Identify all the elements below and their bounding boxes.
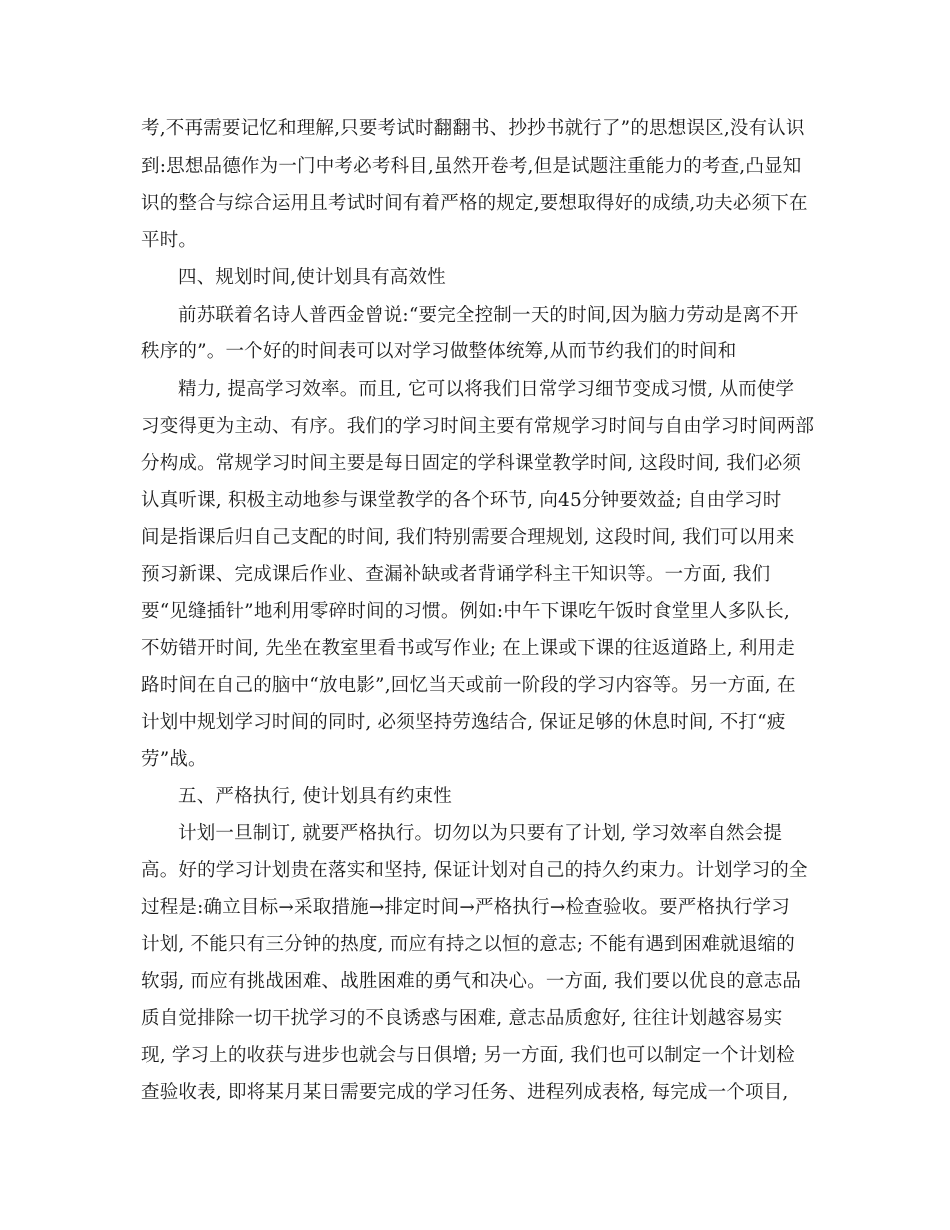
text-line: 分构成。常规学习时间主要是每日固定的学科课堂教学时间, 这段时间, 我们必须 xyxy=(141,453,802,474)
text-line: 劳”战。 xyxy=(141,749,207,770)
text-line: 高。好的学习计划贵在落实和坚持, 保证计划对自己的持久约束力。计划学习的全 xyxy=(141,860,808,881)
text-line: 考,不再需要记忆和理解,只要考试时翻翻书、抄抄书就行了”的思想误区,没有认识 xyxy=(141,118,805,139)
text-line: 间是指课后归自己支配的时间, 我们特别需要合理规划, 这段时间, 我们可以用来 xyxy=(141,527,795,548)
text-line: 软弱, 而应有挑战困难、战胜困难的勇气和决心。一方面, 我们要以优良的意志品 xyxy=(141,971,802,992)
text-line: 要“见缝插针”地利用零碎时间的习惯。例如:中午下课吃午饭时食堂里人多队长, xyxy=(141,601,790,622)
text-line: 不妨错开时间, 先坐在教室里看书或写作业; 在上课或下课的往返道路上, 利用走 xyxy=(141,638,795,659)
text-line: 秩序的”。一个好的时间表可以对学习做整体统筹,从而节约我们的时间和 xyxy=(141,341,737,362)
text-line: 路时间在自己的脑中“放电影”,回忆当天或前一阶段的学习内容等。另一方面, 在 xyxy=(141,675,796,696)
text-line: 预习新课、完成课后作业、查漏补缺或者背诵学科主干知识等。一方面, 我们 xyxy=(141,564,771,585)
text-line: 到:思想品德作为一门中考必考科目,虽然开卷考,但是试题注重能力的考查,凸显知 xyxy=(141,156,802,177)
text-line: 计划中规划学习时间的同时, 必须坚持劳逸结合, 保证足够的休息时间, 不打“疲 xyxy=(141,712,786,733)
section-heading: 五、严格执行, 使计划具有约束性 xyxy=(178,786,452,807)
section-heading: 四、规划时间,使计划具有高效性 xyxy=(178,267,446,288)
text-line: 计划一旦制订, 就要严格执行。切勿以为只要有了计划, 学习效率自然会提 xyxy=(178,823,783,844)
text-line: 精力, 提高学习效率。而且, 它可以将我们日常学习细节变成习惯, 从而使学 xyxy=(178,379,795,400)
text-line: 习变得更为主动、有序。我们的学习时间主要有常规学习时间与自由学习时间两部 xyxy=(141,416,815,437)
text-line: 计划, 不能只有三分钟的热度, 而应有持之以恒的意志; 不能有遇到困难就退缩的 xyxy=(141,934,795,955)
text-line: 识的整合与综合运用且考试时间有着严格的规定,要想取得好的成绩,功夫必须下在 xyxy=(141,193,808,214)
text-line: 认真听课, 积极主动地参与课堂教学的各个环节, 向45分钟要效益; 自由学习时 xyxy=(141,490,782,511)
text-line: 查验收表, 即将某月某日需要完成的学习任务、进程列成表格, 每完成一个项目, xyxy=(141,1082,789,1103)
text-line: 现, 学习上的收获与进步也就会与日俱增; 另一方面, 我们也可以制定一个计划检 xyxy=(141,1045,795,1066)
text-line: 过程是:确立目标→采取措施→排定时间→严格执行→检查验收。要严格执行学习 xyxy=(141,897,790,918)
text-line: 前苏联着名诗人普西金曾说:“要完全控制一天的时间,因为脑力劳动是离不开 xyxy=(178,305,799,326)
text-line: 质自觉排除一切干扰学习的不良诱惑与困难, 意志品质愈好, 往往计划越容易实 xyxy=(141,1008,783,1029)
text-line: 平时。 xyxy=(141,230,198,251)
